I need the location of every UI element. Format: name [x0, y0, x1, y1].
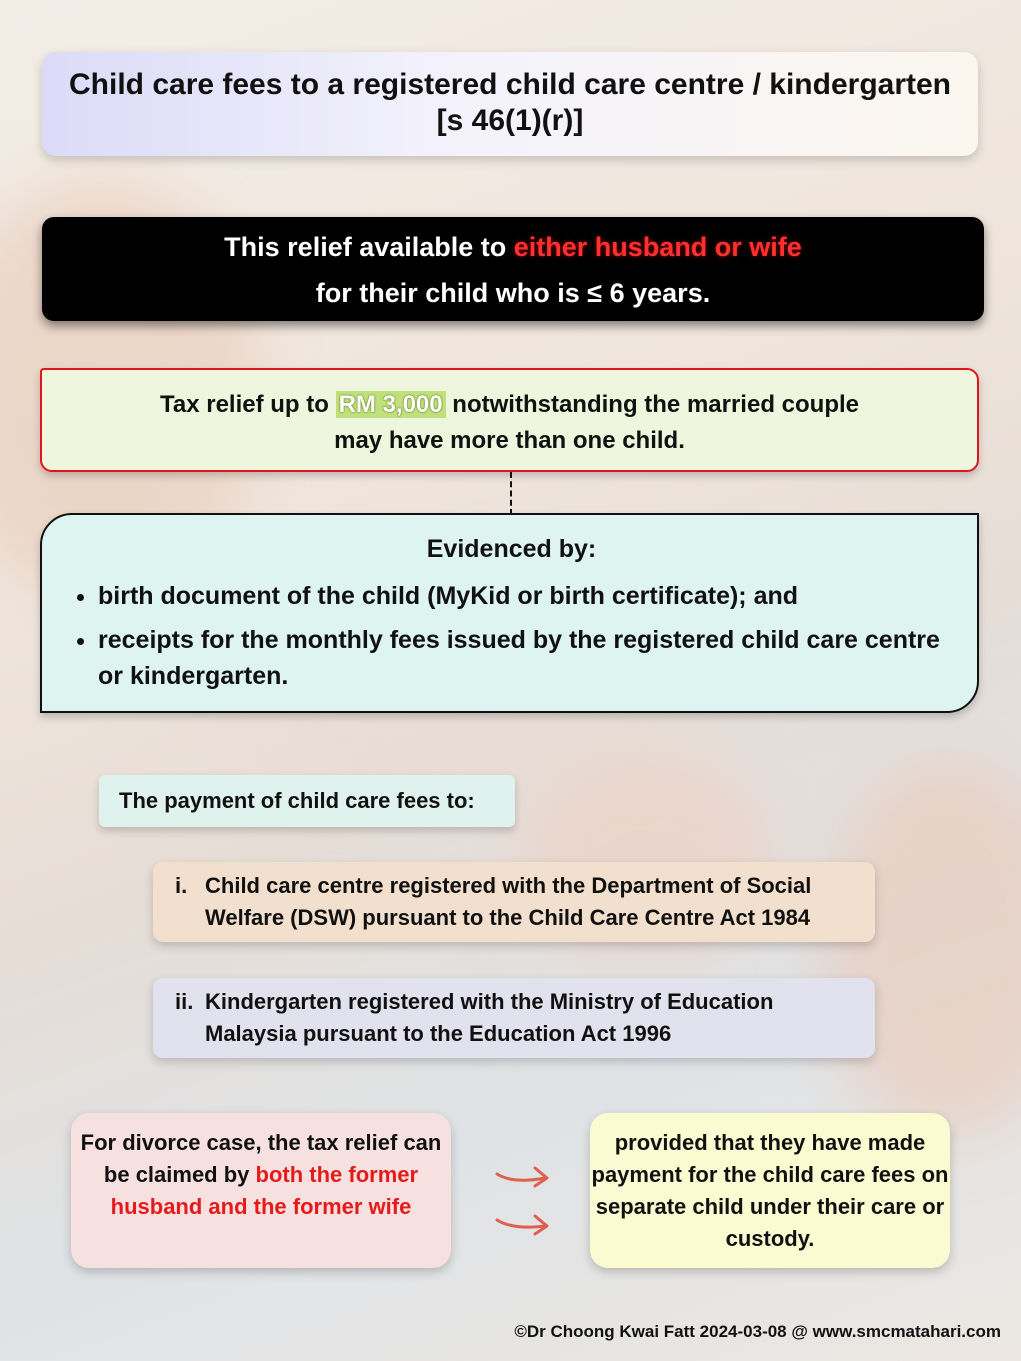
payment-item	[153, 978, 875, 1058]
availability-line-1	[42, 224, 984, 270]
payment-item-text: Child care centre registered with the Department of Social Welfare (DSW) pursuant to the Child Care Centre Act 1984	[205, 873, 812, 930]
arrow-right-icon	[495, 1212, 551, 1240]
evidence-box	[40, 513, 979, 713]
availability-banner	[42, 217, 984, 321]
provided-box: provided that they have made payment for the child care fees on separate child under their care or custody.	[590, 1113, 950, 1268]
payment-item-number: ii.	[175, 989, 194, 1014]
title-line-2: [s 46(1)(r)]	[436, 104, 584, 137]
relief-text-post: notwithstanding the married couple	[445, 391, 859, 418]
connector-line	[510, 472, 512, 515]
divorce-box	[71, 1113, 451, 1268]
relief-text-pre: Tax relief up to	[159, 391, 336, 418]
payment-item-text: Kindergarten registered with the Ministry of Education Malaysia pursuant to the Education Act 1996	[205, 989, 774, 1046]
page-title	[42, 52, 978, 156]
evidence-list	[70, 578, 953, 694]
payment-item-number: i.	[175, 873, 188, 898]
payment-label: The payment of child care fees to:	[99, 775, 515, 827]
divorce-highlight: both the former husband and the former wife	[110, 1162, 419, 1219]
copyright-footer: ©Dr Choong Kwai Fatt 2024-03-08 @ www.smcmatahari.com	[514, 1322, 1001, 1341]
arrow-right-icon	[495, 1162, 551, 1190]
relief-amount-box	[40, 368, 979, 472]
divorce-text: For divorce case, the tax relief can be claimed by	[80, 1130, 442, 1187]
relief-line-1	[42, 387, 977, 423]
payment-item	[153, 862, 875, 942]
background-decoration	[820, 760, 1021, 1140]
availability-line-2: for their child who is ≤ 6 years.	[315, 278, 711, 308]
relief-amount: RM 3,000	[336, 391, 446, 418]
title-line-1: Child care fees to a registered child care centre / kindergarten	[69, 68, 951, 101]
evidence-heading: Evidenced by:	[426, 535, 597, 563]
availability-text: This relief available to	[224, 232, 514, 262]
evidence-item: • receipts for the monthly fees issued by the registered child care centre or kindergarten.	[98, 622, 953, 694]
relief-line-2: may have more than one child.	[334, 427, 685, 454]
availability-highlight: either husband or wife	[513, 232, 802, 262]
evidence-item: • birth document of the child (MyKid or birth certificate); and	[98, 578, 953, 614]
